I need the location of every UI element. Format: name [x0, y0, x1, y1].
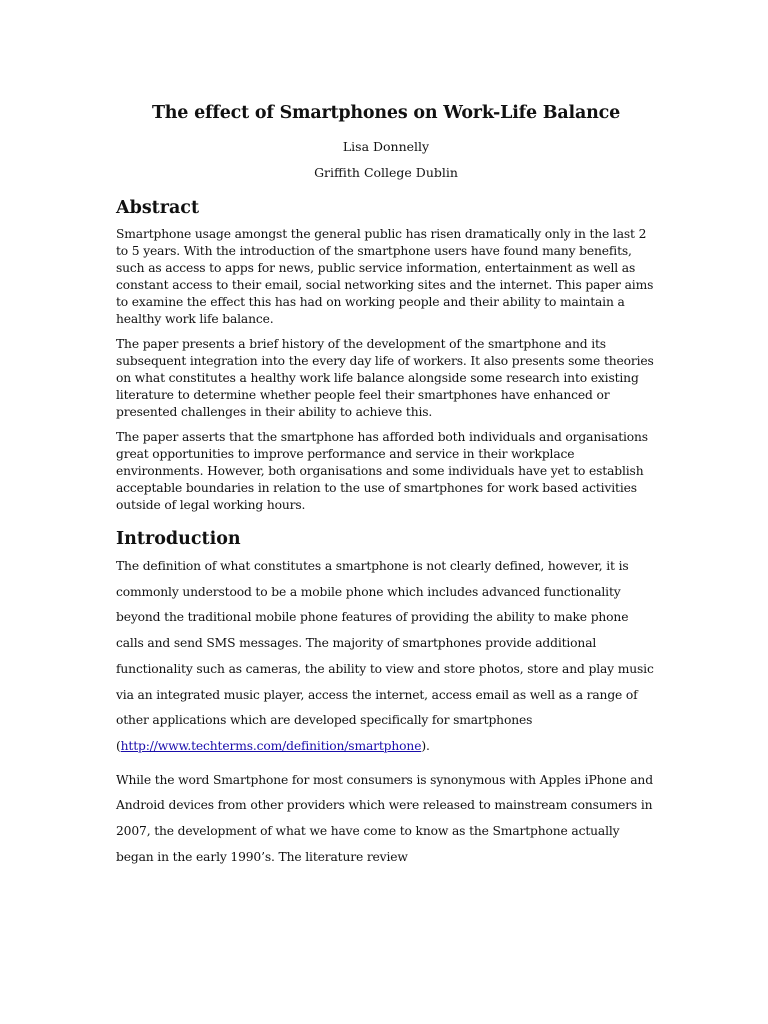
author-name: Lisa Donnelly [342, 139, 430, 154]
introduction-paragraph-2: While the word Smartphone for most consumers is synonymous with Apples iPhone and Android devices from other providers which were released to mainstream consumers in 2007, the development of what we have come to know as the Smartphone actually began in the early 1990’s. The literature review [116, 772, 653, 864]
introduction-heading: Introduction [116, 529, 241, 549]
abstract-paragraph-2: The paper presents a brief history of the development of the smartphone and its subsequent integration into the every day life of workers. It also presents some theories on what constitutes a healthy work life balance alongside some research into existing literature to determine whether people feel their smartphones have enhanced or presented challenges in their ability to achieve this. [116, 337, 654, 419]
introduction-paragraph-1 [116, 554, 656, 760]
link-open-paren: ( [116, 738, 121, 753]
link-close-paren: ). [421, 738, 430, 753]
abstract-heading: Abstract [116, 198, 200, 218]
document-content [116, 100, 656, 870]
author-affiliation: Griffith College Dublin [314, 165, 458, 180]
document-title: The effect of Smartphones on Work-Life Balance [151, 103, 621, 123]
techterms-link[interactable]: http://www.techterms.com/definition/smartphone [120, 738, 422, 753]
abstract-paragraph-3: The paper asserts that the smartphone has afforded both individuals and organisations great opportunities to improve performance and service in their workplace environments. However, both organisations and some individuals have yet to establish acceptable boundaries in relation to the use of smartphones for work based activities outside of legal working hours. [116, 430, 648, 512]
introduction-paragraph-1-text: The definition of what constitutes a smartphone is not clearly defined, however, it is commonly understood to be a mobile phone which includes advanced functionality beyond the traditional mobile phone features of providing the ability to make phone calls and send SMS messages. The majority of smartphones provide additional functionality such as cameras, the ability to view and store photos, store and play music via an integrated music player, access the internet, access email as well as a range of other applications which are developed specifically for smartphones [116, 559, 654, 728]
abstract-paragraph-1: Smartphone usage amongst the general public has risen dramatically only in the last 2 to 5 years. With the introduction of the smartphone users have found many benefits, such as access to apps for news, public service information, entertainment as well as constant access to their email, social networking sites and the internet. This paper aims to examine the effect this has had on working people and their ability to maintain a healthy work life balance. [116, 227, 654, 326]
